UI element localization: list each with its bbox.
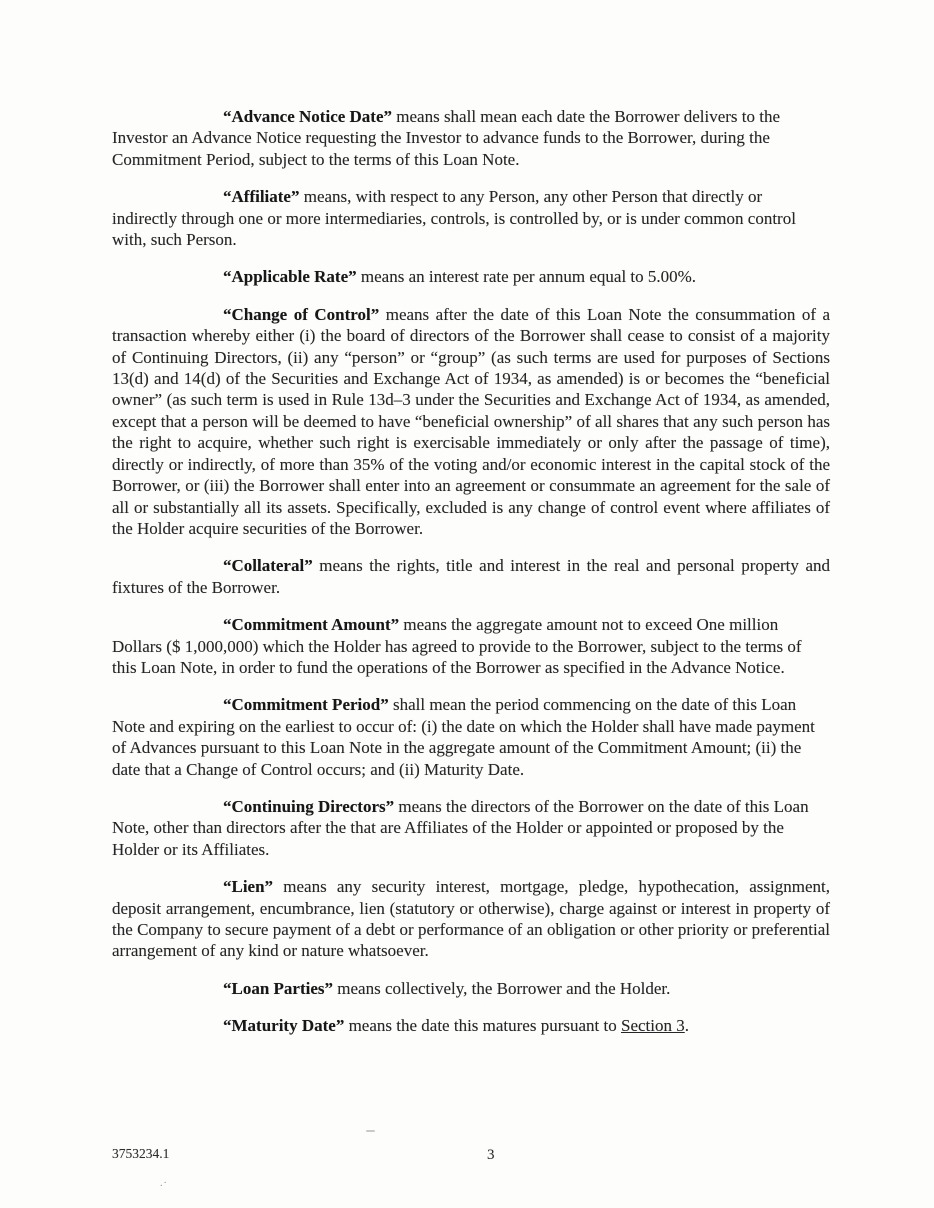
definition-text: means any security interest, mortgage, pledge, hypothecation, assignment, deposit arrangement, encumbrance, lien (statutory or otherwise), charge against or interest in property of the Company to secure payment of a debt or performance of an obligation or other priority or preferential arrangement of any kind or nature whatsoever. (112, 877, 830, 961)
definition-term: “Applicable Rate” (223, 267, 357, 287)
scan-speck: .· (160, 1178, 168, 1189)
definition-term: “Advance Notice Date” (223, 107, 393, 126)
definition-term: “Continuing Directors” (223, 796, 395, 816)
definition-term: “Collateral” (223, 556, 313, 576)
definition-lien (112, 876, 830, 962)
definition-term: “Commitment Amount” (223, 615, 400, 635)
definition-term: “Maturity Date” (223, 1016, 345, 1036)
definition-change-of-control (112, 304, 830, 539)
definition-text: means the rights, title and interest in the real and personal property and fixtures of the Borrower. (112, 556, 830, 597)
definition-advance-notice-date (112, 106, 830, 170)
definition-term: “Change of Control” (223, 304, 380, 324)
definition-maturity-date (112, 1015, 830, 1036)
definition-affiliate (112, 186, 830, 250)
definition-text: means collectively, the Borrower and the Holder. (333, 978, 671, 998)
definition-text: means after the date of this Loan Note the consummation of a transaction whereby either (i) the board of directors of the Borrower shall cease to consist of a majority of Continuing Directors, (ii) any “person” or “group” (as such terms are used for purposes of Sections 13(d) and 14(d) of the Securities and Exchange Act of 1934, as amended) is or becomes the “beneficial owner” (as such term is used in Rule 13d–3 under the Securities and Exchange Act of 1934, as amended, except that a person will be deemed to have “beneficial ownership” of all shares that any such person has the right to acquire, whether such right is exercisable immediately or only after the passage of time), directly or indirectly, of more than 35% of the voting and/or economic interest in the capital stock of the Borrower, or (iii) the Borrower shall enter into an agreement or consummate an agreement for the sale of all or substantially all its assets. Specifically, excluded is any change of control event where affiliates of the Holder acquire securities of the Borrower. (112, 304, 831, 538)
definition-loan-parties (112, 978, 830, 999)
definition-term: “Affiliate” (223, 187, 300, 207)
definition-term: “Commitment Period” (223, 695, 389, 715)
definition-collateral (112, 555, 830, 598)
definition-continuing-directors (112, 796, 830, 860)
document-number: 3753234.1 (112, 1146, 170, 1161)
definition-commitment-period (112, 694, 830, 780)
page-number: 3 (487, 1147, 495, 1163)
definition-text: means shall mean each date the Borrower delivers to the Investor an Advance Notice requesting the Investor to advance funds to the Borrower, during the Commitment Period, subject to the terms of this Loan Note. (112, 107, 781, 169)
definition-commitment-amount (112, 614, 830, 678)
scan-speck (366, 1130, 375, 1132)
definition-term: “Loan Parties” (223, 978, 334, 998)
definition-text: means, with respect to any Person, any other Person that directly or indirectly through one or more intermediaries, controls, is controlled by, or is under common control with, such Person. (112, 187, 796, 250)
definition-text-suffix: . (684, 1016, 689, 1036)
document-body (112, 106, 830, 1053)
section-3-reference: Section 3 (621, 1016, 685, 1036)
definition-text: shall mean the period commencing on the date of this Loan Note and expiring on the earliest to occur of: (i) the date on which the Holder shall have made payment of Advances pursuant to this Loan Note in the aggregate amount of the Commitment Amount; (ii) the date that a Change of Control occurs; and (ii) Maturity Date. (112, 695, 815, 779)
definition-term: “Lien” (223, 877, 274, 897)
definition-text: means the date this matures pursuant to (344, 1016, 621, 1036)
definition-text: means an interest rate per annum equal to 5.00%. (356, 267, 697, 287)
definition-applicable-rate (112, 266, 830, 287)
definition-text: means the directors of the Borrower on the date of this Loan Note, other than directors after the that are Affiliates of the Holder or appointed or proposed by the Holder or its Affiliates. (112, 796, 809, 859)
definition-text: means the aggregate amount not to exceed One million Dollars ($ 1,000,000) which the Holder has agreed to provide to the Borrower, subject to the terms of this Loan Note, in order to fund the operations of the Borrower as specified in the Advance Notice. (112, 615, 802, 677)
